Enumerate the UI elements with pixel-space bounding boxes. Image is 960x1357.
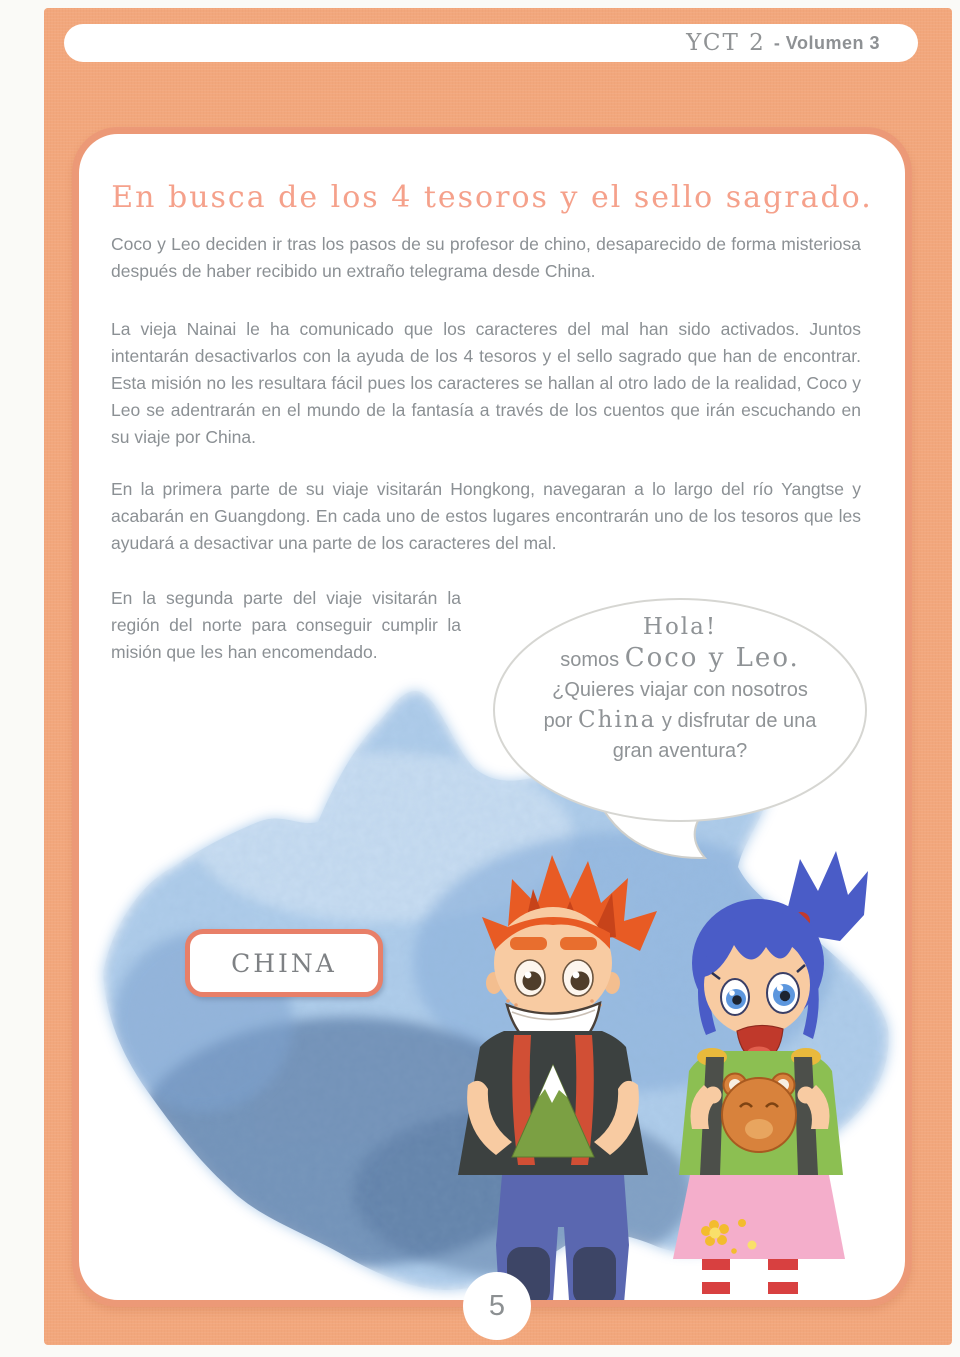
header-bar (64, 24, 918, 62)
bubble-names: Coco y Leo. (624, 643, 800, 673)
bubble-china: China (578, 707, 657, 733)
bubble-por: por (543, 710, 579, 732)
brand-text: YCT 2 (686, 30, 766, 56)
coco-character-illustration (673, 851, 868, 1307)
bubble-line4-post: y disfrutar de una (656, 710, 817, 732)
speech-bubble-text (500, 612, 860, 766)
volume-text: - Volumen 3 (773, 32, 880, 53)
coco-skirt (673, 1175, 845, 1259)
orange-panel (44, 8, 952, 1345)
coco-striped-socks (702, 1259, 798, 1307)
paragraph-second-part: En la segunda parte del viaje visitarán la región del norte para conseguir cumplir la misión que les han encomendado. (111, 588, 461, 662)
coco-shirt-bear-print (722, 1074, 796, 1153)
leo-character-illustration (458, 855, 657, 1307)
paragraph-intro: Coco y Leo deciden ir tras los pasos de su profesor de chino, desaparecido de forma misteriosa después de haber recibido un extraño telegrama desde China. (111, 234, 861, 281)
paragraph-first-part: En la primera parte de su viaje visitarán Hongkong, navegaran a lo largo del río Yangtse y acabarán en Guangdong. En cada uno de estos lugares encontrarán uno de los tesoros que les ayudará a desactivar una parte de los caracteres del mal. (111, 479, 861, 553)
china-label (185, 929, 383, 997)
paragraph-mission: La vieja Nainai le ha comunicado que los caracteres del mal han sido activados. Juntos intentarán desactivarlos con la ayuda de los 4 tesoros y el sello sagrado que han de encontrar. Esta misión no les resultara fácil pues los caracteres se hallan al otro lado de la realidad, Coco y Leo se adentrarán en el mundo de la fantasía a través de los cuentos que irán escuchando en su viaje por China. (111, 319, 861, 447)
page-number-badge (463, 1272, 531, 1340)
bubble-line3: ¿Quieres viajar con nosotros (552, 679, 808, 701)
page-number: 5 (488, 1289, 506, 1322)
characters-illustration (452, 845, 872, 1307)
page-title: En busca de los 4 tesoros y el sello sagrado. (111, 180, 873, 215)
bubble-line5: gran aventura? (612, 740, 748, 762)
content-card (72, 127, 912, 1307)
leo-eyebrows (510, 937, 547, 950)
bubble-hola: Hola! (642, 614, 718, 640)
bubble-somos: somos (560, 649, 625, 671)
china-label-text: CHINA (231, 948, 337, 978)
